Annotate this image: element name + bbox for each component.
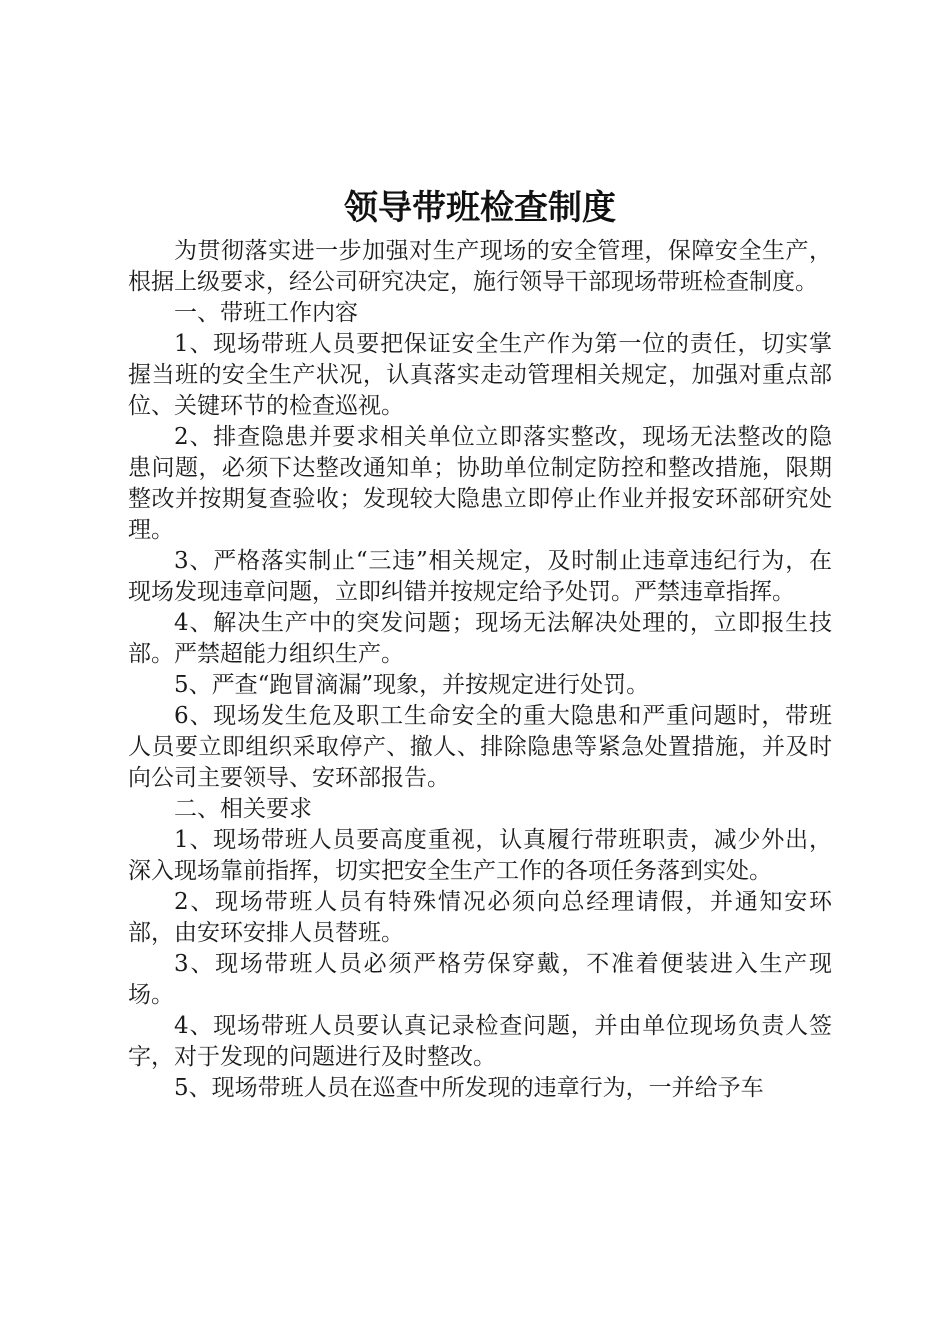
paragraph-duty-5: 5、严查“跑冒滴漏”现象，并按规定进行处罚。: [174, 672, 650, 698]
section-heading-requirements: 二、相关要求: [174, 796, 312, 822]
paragraph-duty-3: 3、严格落实制止“三违”相关规定，及时制止违章违纪行为，在现场发现违章问题，立即纠错并按规定给予处罚。严禁违章指挥。: [128, 548, 832, 605]
paragraph-requirement-2: 2、现场带班人员有特殊情况必须向总经理请假，并通知安环部，由安环安排人员替班。: [128, 889, 832, 946]
paragraph-duty-1: 1、现场带班人员要把保证安全生产作为第一位的责任，切实掌握当班的安全生产状况，认真落实走动管理相关规定，加强对重点部位、关键环节的检查巡视。: [128, 331, 832, 419]
paragraph-requirement-4: 4、现场带班人员要认真记录检查问题，并由单位现场负责人签字，对于发现的问题进行及时整改。: [128, 1013, 832, 1070]
paragraph-duty-6: 6、现场发生危及职工生命安全的重大隐患和严重问题时，带班人员要立即组织采取停产、撤人、排除隐患等紧急处置措施，并及时向公司主要领导、安环部报告。: [128, 703, 832, 791]
section-heading-duties: 一、带班工作内容: [174, 300, 358, 326]
paragraph-requirement-5: 5、现场带班人员在巡查中所发现的违章行为，一并给予车: [174, 1075, 764, 1101]
paragraph-requirement-3: 3、现场带班人员必须严格劳保穿戴，不准着便装进入生产现场。: [128, 951, 832, 1008]
paragraph-duty-4: 4、解决生产中的突发问题；现场无法解决处理的，立即报生技部。严禁超能力组织生产。: [128, 610, 832, 667]
paragraph-intro: 为贯彻落实进一步加强对生产现场的安全管理，保障安全生产，根据上级要求，经公司研究决定，施行领导干部现场带班检查制度。: [128, 238, 832, 295]
document-body: [128, 236, 832, 1104]
paragraph-duty-2: 2、排查隐患并要求相关单位立即落实整改，现场无法整改的隐患问题，必须下达整改通知单；协助单位制定防控和整改措施，限期整改并按期复查验收；发现较大隐患立即停止作业并报安环部研究处理。: [128, 424, 832, 543]
document-title: 领导带班检查制度: [344, 188, 616, 228]
paragraph-requirement-1: 1、现场带班人员要高度重视，认真履行带班职责，减少外出，深入现场靠前指挥，切实把安全生产工作的各项任务落到实处。: [128, 827, 832, 884]
